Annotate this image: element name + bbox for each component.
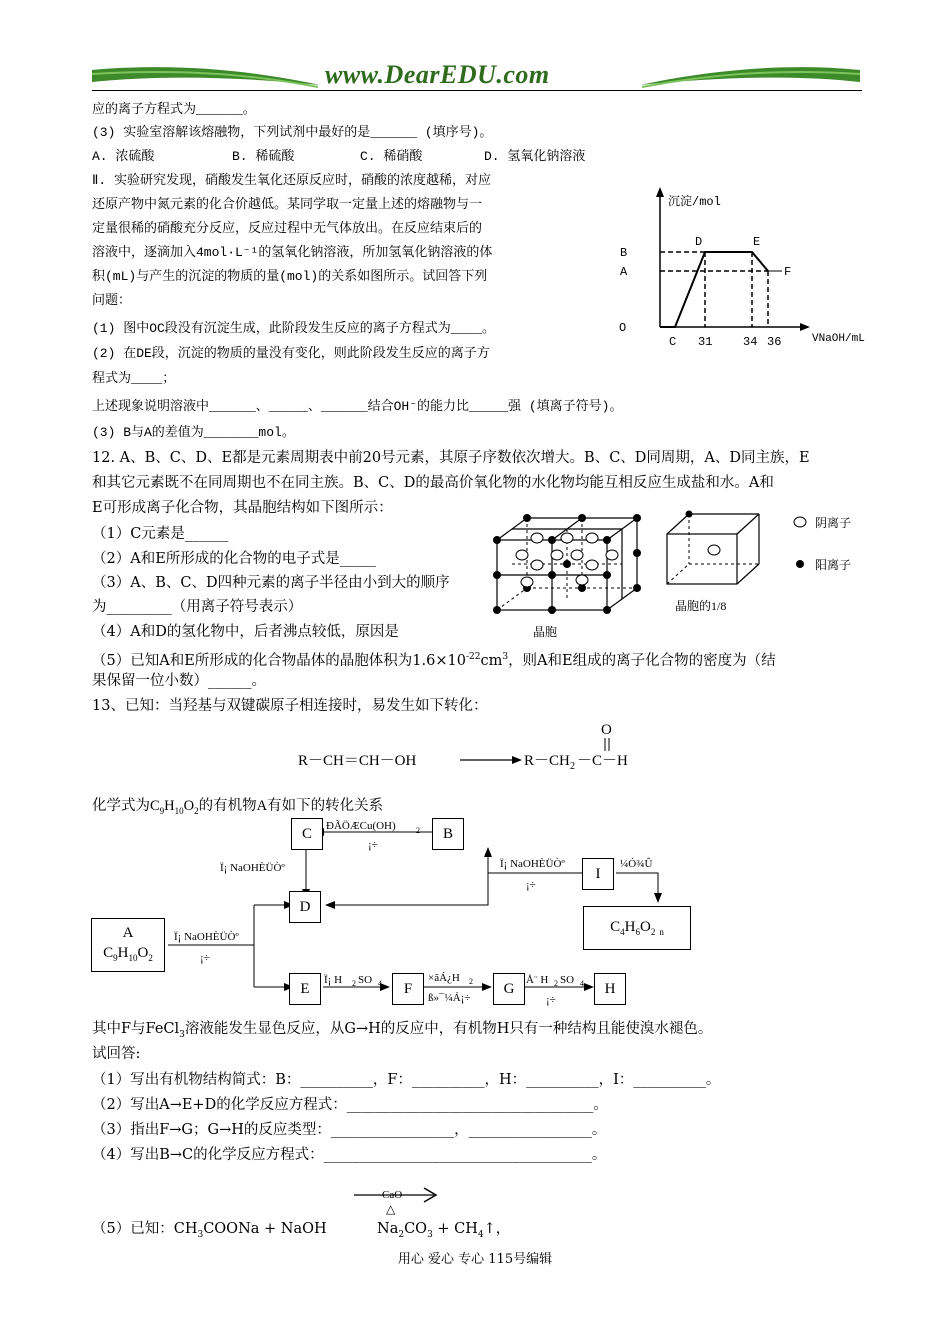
text-line: 和其它元素既不在同周期也不在同主族。B、C、D的最高价氧化物的水化物均能互相反应生成盐和水。A和 xyxy=(92,475,774,491)
option-c: C. 稀硝酸 xyxy=(360,149,423,164)
option-a: A. 浓硫酸 xyxy=(92,149,155,164)
node-g: G xyxy=(493,973,525,1005)
enol-reaction xyxy=(298,718,668,774)
text-line: $Na_2CO_3$ + $CH_4↑$， xyxy=(377,1221,511,1240)
text-line: （3）指出F→G；G→H的反应类型：_________________，_________________。 xyxy=(92,1122,607,1138)
product-a: R－CH xyxy=(524,753,570,769)
naoh-label-2: Ï¡ NaOHÈÜÒº xyxy=(174,931,239,943)
exp: -22 xyxy=(465,652,481,662)
heat-1: ¡÷ xyxy=(368,839,378,851)
text-line: E可形成离子化合物，其晶胞结构如下图所示： xyxy=(92,500,393,516)
product-b: －C－H xyxy=(577,753,628,769)
text-span: ，则A和E组成的离子化合物的密度为（结 xyxy=(508,652,776,669)
text-line: （1）写出有机物结构简式：B：__________，F：__________，H：__________，I：__________。 xyxy=(92,1072,721,1088)
cation-label: 阳离子 xyxy=(815,558,852,572)
node-i: I xyxy=(582,858,614,890)
text-line: （3）A、B、C、D四种元素的离子半径由小到大的顺序 xyxy=(92,575,450,591)
text-span: cm xyxy=(480,652,503,669)
heat-3: ¡÷ xyxy=(526,879,536,891)
point-e: E xyxy=(753,235,761,249)
text-line: (3) 实验室溶解该熔融物，下列试剂中最好的是______ (填序号)。 xyxy=(92,125,493,140)
text-line: (1) 图中OC段没有沉淀生成，此阶段发生反应的离子方程式为____。 xyxy=(92,321,496,336)
text-line: 13、已知：当羟基与双键碳原子相连接时，易发生如下转化： xyxy=(92,698,488,714)
text-span: 的有机物A有如下的转化关系 xyxy=(198,798,384,814)
anion-label: 阴离子 xyxy=(815,516,852,530)
h2-sub: 2 xyxy=(469,977,473,986)
text-line: 问题： xyxy=(92,293,132,308)
text-line xyxy=(92,648,776,670)
text-line: 上述现象说明溶液中______、_____、______结合OH⁻的能力比_____强 (填离子符号)。 xyxy=(92,399,623,414)
point-b: B xyxy=(620,246,628,260)
header-rule xyxy=(92,90,862,91)
text-line: （4）A和D的氢化物中，后者沸点较低，原因是 xyxy=(92,624,399,640)
h2-label: ×ãÁ¿H xyxy=(428,972,460,984)
text-line: 还原产物中氮元素的化合价越低。某同学取一定量上述的熔融物与一 xyxy=(92,197,483,212)
catalyst-label: ß»¯¼Á¡÷ xyxy=(428,992,471,1004)
text-line: 为_________（用离子符号表示） xyxy=(92,599,303,615)
heat-4: ¡÷ xyxy=(546,994,556,1006)
node-h: H xyxy=(594,973,626,1005)
node-polymer: $C_4H_6O_2$ $_n$ xyxy=(583,906,691,950)
text-span: （5）已知A和E所形成的化合物晶体的晶胞体积为1.6×10 xyxy=(92,652,466,669)
text-line: 程式为____； xyxy=(92,371,176,386)
option-d: D. 氢氧化钠溶液 xyxy=(484,149,586,164)
text-line: 12. A、B、C、D、E都是元素周期表中前20号元素，其原子序数依次增大。B、C、D同周期，A、D同主族，E xyxy=(92,450,810,466)
sub: 10 xyxy=(174,805,184,816)
heat-triangle: △ xyxy=(386,1202,396,1215)
heat-2: ¡÷ xyxy=(200,952,210,964)
reactant: R－CH＝CH－OH xyxy=(298,753,417,769)
node-e: E xyxy=(289,973,321,1005)
sub: 9 xyxy=(159,805,165,816)
cuoh-label: ÐÃÖÆCu(OH) xyxy=(326,820,396,832)
cuoh-sub: 2 xyxy=(416,826,420,835)
text-line: 其中F与FeCl$_3$溶液能发生显色反应，从G→H的反应中，有机物H只有一种结构且能使溴水褪色。 xyxy=(92,1021,713,1040)
cao-label: CaO xyxy=(382,1189,403,1201)
footer: 用心 爱心 专心 115号编辑 xyxy=(397,1252,553,1267)
point-o: O xyxy=(619,321,627,335)
so-sub-2: 4 xyxy=(580,979,584,988)
cao-arrow xyxy=(354,1183,444,1215)
eighth-label: 晶胞的1/8 xyxy=(675,599,727,613)
node-b: B xyxy=(432,818,464,850)
point-d: D xyxy=(695,235,703,249)
text-line: 试回答: xyxy=(92,1046,141,1062)
oxygen: O xyxy=(601,722,612,738)
crystal-diagram xyxy=(485,510,865,645)
text-line: (3) B与A的差值为_______mol。 xyxy=(92,425,295,440)
h2so4-sub2: 2 xyxy=(554,979,558,988)
graph-xlabel: VNaOH/mL xyxy=(812,333,865,345)
node-f: F xyxy=(392,973,424,1005)
text-line: 积(mL)与产生的沉淀的物质的量(mol)的关系如图所示。试回答下列 xyxy=(92,269,488,284)
h2so4-sub: 2 xyxy=(352,979,356,988)
precipitate-graph xyxy=(612,185,877,350)
text-line: （5）已知：$CH_3COONa$ + NaOH xyxy=(92,1221,327,1240)
text-line: 溶液中，逐滴加入4mol·L⁻¹的氢氧化钠溶液，所加氢氧化钠溶液的体 xyxy=(92,245,493,260)
tick-36: 36 xyxy=(767,335,782,349)
node-c: C xyxy=(291,818,323,850)
so-sub: 4 xyxy=(378,979,382,988)
cell-label: 晶胞 xyxy=(533,625,558,639)
text-line: (2) 在DE段，沉淀的物质的量没有变化，则此阶段发生反应的离子方 xyxy=(92,346,490,361)
tick-c: C xyxy=(669,335,677,349)
site-title: www.DearEDU.com xyxy=(325,60,550,89)
text-line: 化学式为$C_9H_{10}O_2$的有机物A有如下的转化关系 xyxy=(92,798,384,816)
node-a-label: A xyxy=(122,925,134,941)
text-line: （1）C元素是______ xyxy=(92,526,229,542)
node-a xyxy=(91,918,165,972)
text-line: （2）写出A→E+D的化学反应方程式：__________________________________。 xyxy=(92,1097,608,1113)
option-b: B. 稀硫酸 xyxy=(232,149,295,164)
text-line: （2）A和E所形成的化合物的电子式是_____ xyxy=(92,551,377,567)
point-f: F xyxy=(784,265,792,279)
text-span: 化学式为C xyxy=(92,798,160,814)
text-line: 定量很稀的硝酸充分反应，反应过程中无气体放出。在反应结束后的 xyxy=(92,221,483,236)
text-line: 应的离子方程式为______。 xyxy=(92,102,256,117)
tick-31: 31 xyxy=(698,335,713,349)
dilute-h2so4: Ï¡ H xyxy=(324,974,343,986)
text-line: 果保留一位小数）______。 xyxy=(92,673,266,689)
tick-34: 34 xyxy=(743,335,758,349)
polymerize-label: ¼Ó¾Û xyxy=(620,858,653,870)
point-a: A xyxy=(620,265,628,279)
text-line: （4）写出B→C的化学反应方程式：_____________________________________。 xyxy=(92,1147,607,1163)
conc-h2so4: Å¨ H xyxy=(526,974,549,986)
naoh-label-3: Ï¡ NaOHÈÜÒº xyxy=(500,858,565,870)
exp3: 3 xyxy=(502,652,509,662)
product-sub: 2 xyxy=(570,761,575,772)
so-label: SO xyxy=(358,974,373,986)
sub: 2 xyxy=(194,805,199,816)
graph-ylabel: 沉淀/mol xyxy=(668,195,721,209)
node-a-formula: $C_9H_{10}O_2$ xyxy=(103,945,153,963)
so-label-2: SO xyxy=(560,974,575,986)
text-line: Ⅱ. 实验研究发现，硝酸发生氧化还原反应时，硝酸的浓度越稀，对应 xyxy=(92,173,492,188)
node-d: D xyxy=(289,891,321,923)
naoh-label-1: Ï¡ NaOHÈÜÒº xyxy=(220,862,285,874)
